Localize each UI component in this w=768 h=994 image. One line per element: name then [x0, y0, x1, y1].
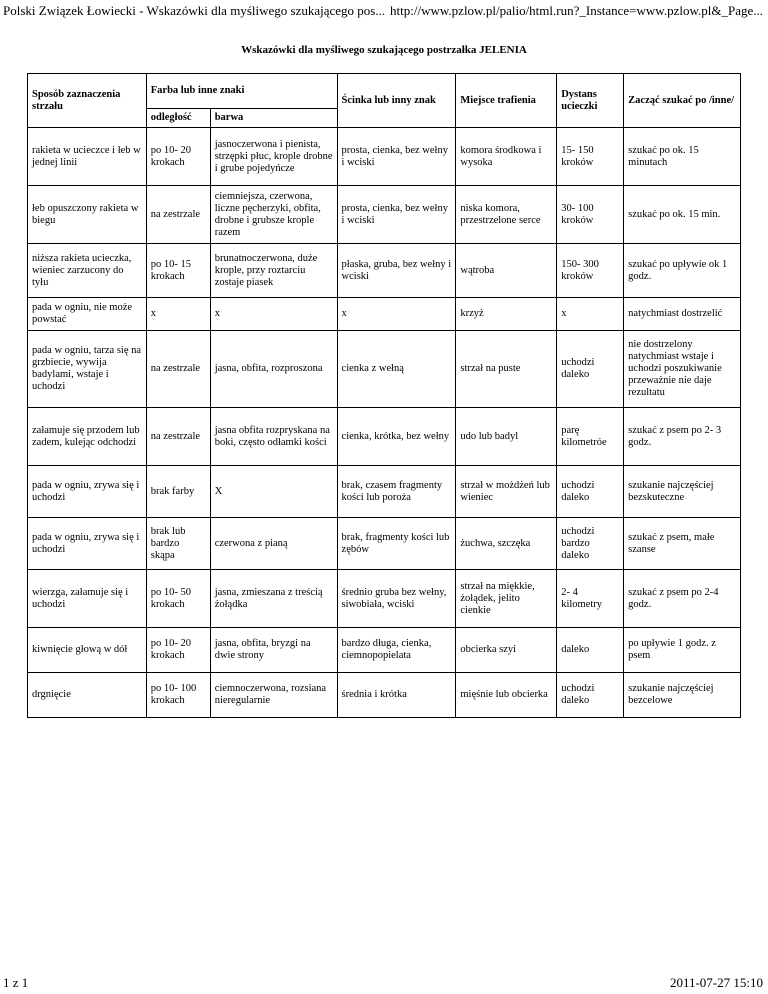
table-row: [28, 518, 741, 570]
cell-zaczac: szukać z psem po 2-4 godz.: [624, 570, 741, 628]
cell-dystans: parę kilometróe: [557, 408, 624, 466]
cell-miejsce: niska komora, przestrzelone serce: [456, 186, 557, 244]
table-row: [28, 628, 741, 673]
cell-dystans: 15- 150 kroków: [557, 128, 624, 186]
cell-dystans: 150- 300 kroków: [557, 244, 624, 298]
cell-odleglosc: na zestrzale: [146, 408, 210, 466]
cell-miejsce: strzał na miękkie, żołądek, jelito cienkie: [456, 570, 557, 628]
table-row: [28, 244, 741, 298]
cell-dystans: daleko: [557, 628, 624, 673]
header-dystans: Dystans ucieczki: [557, 74, 624, 128]
cell-scinka: cienka, krótka, bez wełny: [337, 408, 456, 466]
print-datetime: 2011-07-27 15:10: [669, 975, 763, 990]
cell-sposob: kiwnięcie głową w dół: [28, 628, 147, 673]
cell-barwa: jasna, obfita, bryzgi na dwie strony: [210, 628, 337, 673]
cell-barwa: brunatnoczerwona, duże krople, przy roztarciu zostaje piasek: [210, 244, 337, 298]
table-row: [28, 128, 741, 186]
cell-scinka: brak, fragmenty kości lub zębów: [337, 518, 456, 570]
cell-odleglosc: brak lub bardzo skąpa: [146, 518, 210, 570]
cell-scinka: x: [337, 298, 456, 331]
browser-page-title: Polski Związek Łowiecki - Wskazówki dla myśliwego szukającego pos...: [3, 3, 386, 18]
cell-dystans: 2- 4 kilometry: [557, 570, 624, 628]
cell-miejsce: mięśnie lub obcierka: [456, 673, 557, 718]
cell-miejsce: komora środkowa i wysoka: [456, 128, 557, 186]
cell-barwa: jasna obfita rozpryskana na boki, często odłamki kości: [210, 408, 337, 466]
cell-scinka: prosta, cienka, bez wełny i wciski: [337, 186, 456, 244]
cell-sposob: pada w ogniu, zrywa się i uchodzi: [28, 518, 147, 570]
cell-odleglosc: po 10- 15 krokach: [146, 244, 210, 298]
cell-barwa: jasnoczerwona i pienista, strzępki płuc, krople drobne i grube pojedyńcze: [210, 128, 337, 186]
cell-scinka: średnia i krótka: [337, 673, 456, 718]
table-row: [28, 673, 741, 718]
cell-sposob: pada w ogniu, tarza się na grzbiecie, wywija badylami, wstaje i uchodzi: [28, 331, 147, 408]
header-farba: Farba lub inne znaki: [146, 74, 337, 109]
table-row: [28, 466, 741, 518]
table-row: [28, 331, 741, 408]
cell-odleglosc: x: [146, 298, 210, 331]
header-zaczac: Zacząć szukać po /inne/: [624, 74, 741, 128]
cell-sposob: pada w ogniu, zrywa się i uchodzi: [28, 466, 147, 518]
cell-miejsce: wątroba: [456, 244, 557, 298]
header-sposob: Sposób zaznaczenia strzału: [28, 74, 147, 128]
cell-barwa: jasna, obfita, rozproszona: [210, 331, 337, 408]
cell-sposob: rakieta w ucieczce i łeb w jednej linii: [28, 128, 147, 186]
cell-scinka: bardzo długa, cienka, ciemnopopielata: [337, 628, 456, 673]
cell-zaczac: szukać z psem, małe szanse: [624, 518, 741, 570]
header-scinka: Ścinka lub inny znak: [337, 74, 456, 128]
document-title: Wskazówki dla myśliwego szukającego postrzałka JELENIA: [241, 44, 527, 56]
cell-sposob: wierzga, załamuje się i uchodzi: [28, 570, 147, 628]
cell-barwa: czerwona z pianą: [210, 518, 337, 570]
cell-odleglosc: po 10- 20 krokach: [146, 628, 210, 673]
cell-sposob: drgnięcie: [28, 673, 147, 718]
cell-dystans: uchodzi daleko: [557, 331, 624, 408]
cell-miejsce: strzał w możdżeń lub wieniec: [456, 466, 557, 518]
cell-sposob: załamuje się przodem lub zadem, kulejąc odchodzi: [28, 408, 147, 466]
cell-odleglosc: na zestrzale: [146, 331, 210, 408]
cell-barwa: ciemniejsza, czerwona, liczne pęcherzyki, obfita, drobne i grubsze krople razem: [210, 186, 337, 244]
cell-odleglosc: na zestrzale: [146, 186, 210, 244]
cell-dystans: x: [557, 298, 624, 331]
cell-zaczac: szukać po ok. 15 minutach: [624, 128, 741, 186]
cell-miejsce: żuchwa, szczęka: [456, 518, 557, 570]
cell-dystans: uchodzi bardzo daleko: [557, 518, 624, 570]
cell-barwa: ciemnoczerwona, rozsiana nieregularnie: [210, 673, 337, 718]
header-odleglosc: odległość: [146, 109, 210, 128]
cell-dystans: 30- 100 kroków: [557, 186, 624, 244]
hunting-guide-table: [27, 73, 741, 718]
cell-odleglosc: po 10- 20 krokach: [146, 128, 210, 186]
cell-odleglosc: po 10- 50 krokach: [146, 570, 210, 628]
cell-scinka: brak, czasem fragmenty kości lub poroża: [337, 466, 456, 518]
browser-url: http://www.pzlow.pl/palio/html.run?_Instance=www.pzlow.pl&_Page...: [390, 3, 763, 18]
table-row: [28, 298, 741, 331]
cell-barwa: jasna, zmieszana z treścią żołądka: [210, 570, 337, 628]
cell-miejsce: udo lub badyl: [456, 408, 557, 466]
cell-zaczac: szukać po upływie ok 1 godz.: [624, 244, 741, 298]
cell-sposob: łeb opuszczony rakieta w biegu: [28, 186, 147, 244]
table-row: [28, 186, 741, 244]
cell-zaczac: po upływie 1 godz. z psem: [624, 628, 741, 673]
cell-zaczac: szukać z psem po 2- 3 godz.: [624, 408, 741, 466]
cell-scinka: płaska, gruba, bez wełny i wciski: [337, 244, 456, 298]
header-miejsce: Miejsce trafienia: [456, 74, 557, 128]
cell-miejsce: krzyż: [456, 298, 557, 331]
cell-barwa: X: [210, 466, 337, 518]
cell-dystans: uchodzi daleko: [557, 673, 624, 718]
cell-zaczac: szukać po ok. 15 min.: [624, 186, 741, 244]
header-barwa: barwa: [210, 109, 337, 128]
cell-miejsce: obcierka szyi: [456, 628, 557, 673]
cell-sposob: niższa rakieta ucieczka, wieniec zarzucony do tyłu: [28, 244, 147, 298]
page-number: 1 z 1: [3, 975, 29, 990]
cell-scinka: prosta, cienka, bez wełny i wciski: [337, 128, 456, 186]
table-row: [28, 408, 741, 466]
cell-barwa: x: [210, 298, 337, 331]
cell-scinka: średnio gruba bez wełny, siwobiała, wciski: [337, 570, 456, 628]
cell-zaczac: szukanie najczęściej bezcelowe: [624, 673, 741, 718]
cell-zaczac: szukanie najczęściej bezskuteczne: [624, 466, 741, 518]
cell-scinka: cienka z wełną: [337, 331, 456, 408]
cell-miejsce: strzał na puste: [456, 331, 557, 408]
cell-dystans: uchodzi daleko: [557, 466, 624, 518]
cell-odleglosc: po 10- 100 krokach: [146, 673, 210, 718]
cell-zaczac: nie dostrzelony natychmiast wstaje i uchodzi poszukiwanie przeważnie nie daje rezultatu: [624, 331, 741, 408]
cell-odleglosc: brak farby: [146, 466, 210, 518]
table-row: [28, 570, 741, 628]
cell-zaczac: natychmiast dostrzelić: [624, 298, 741, 331]
cell-sposob: pada w ogniu, nie może powstać: [28, 298, 147, 331]
